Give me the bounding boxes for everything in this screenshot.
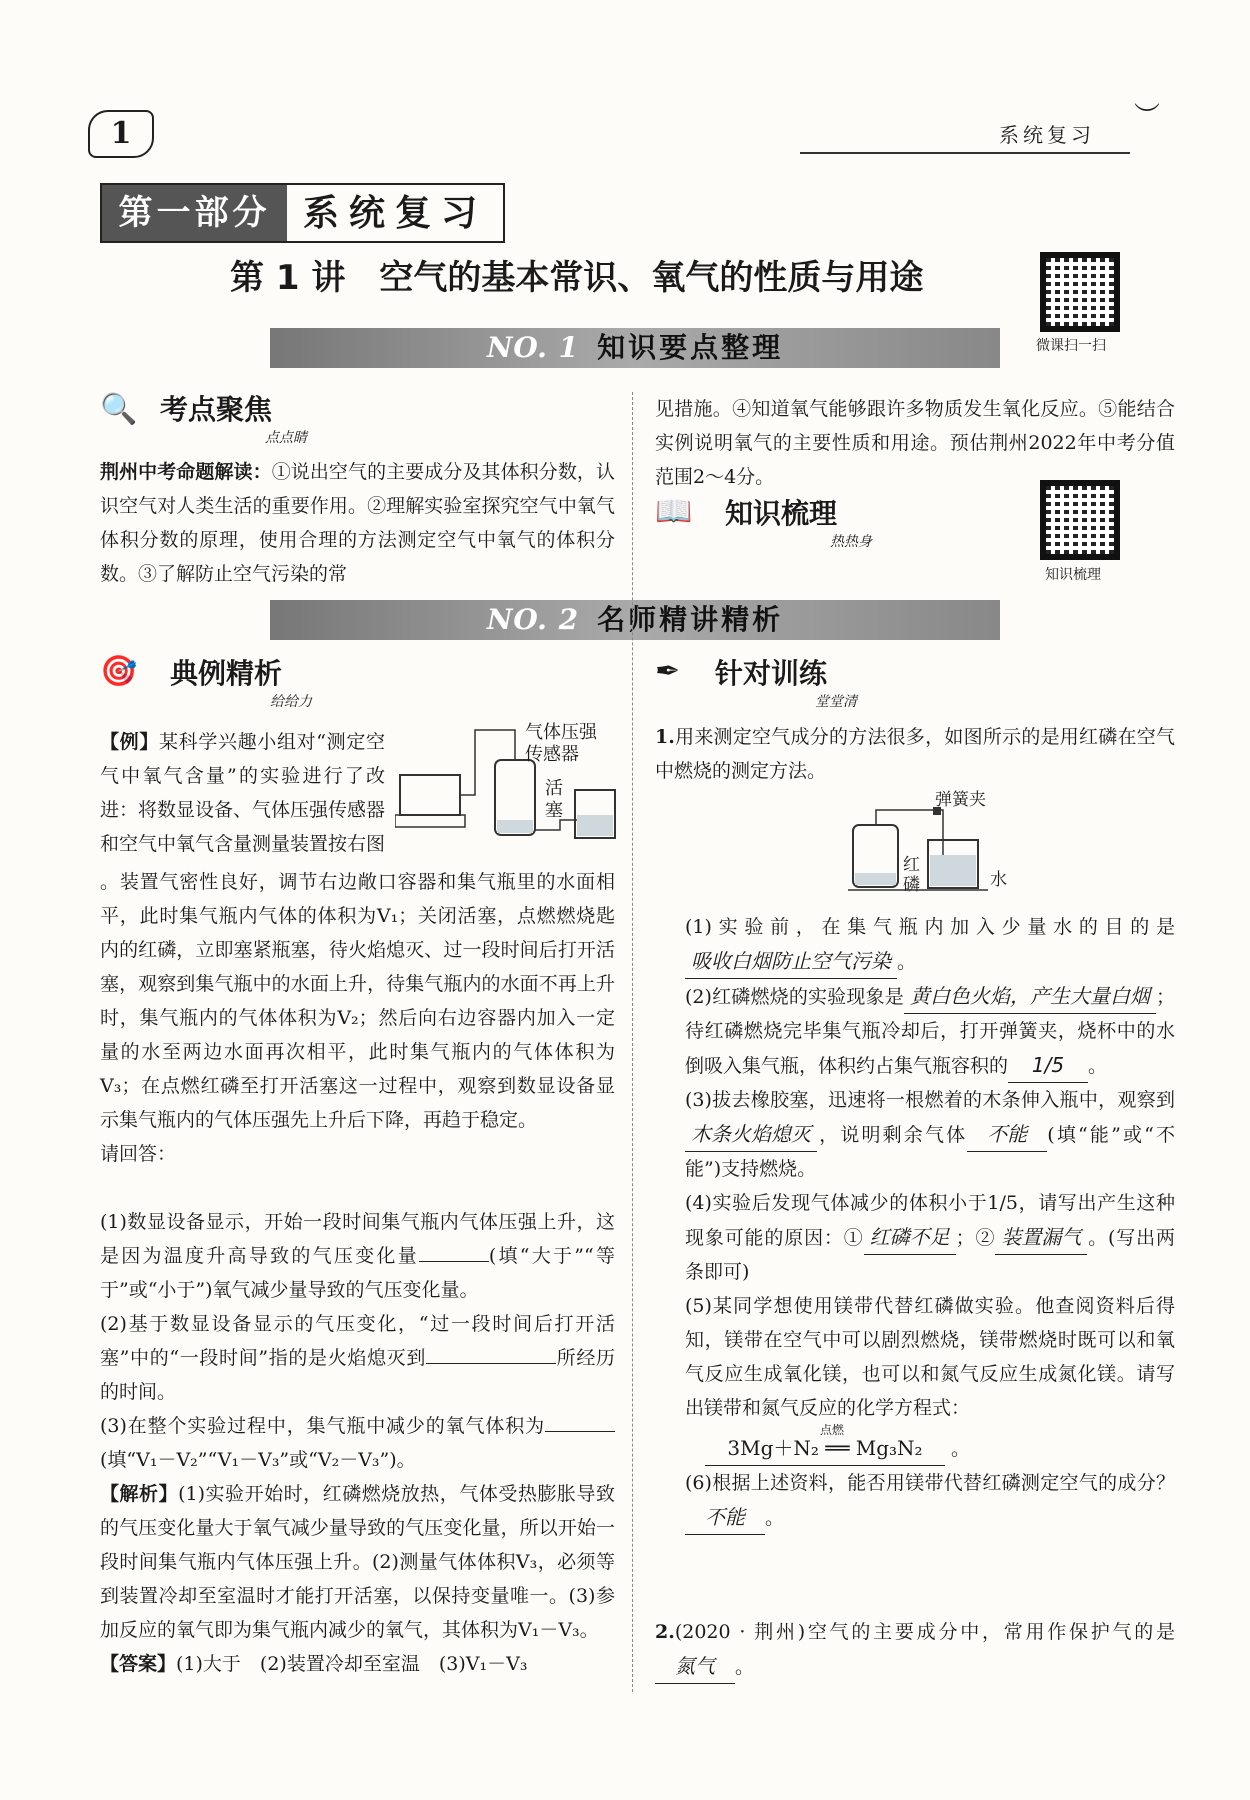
section-bar-1	[270, 328, 1000, 368]
question-text: (1)数显设备显示，开始一段时间集气瓶内气体压强上升，这是因为温度升高导致的气压变化量	[100, 1211, 615, 1267]
part-title: 系统复习	[302, 192, 487, 234]
handwritten-answer: 氮气	[655, 1649, 735, 1684]
question-text: (2)红磷燃烧的实验现象是	[685, 986, 904, 1008]
section-bar-2	[270, 600, 1000, 640]
question-text: (填“V₁－V₂”“V₁－V₃”或“V₂－V₃”)。	[100, 1449, 416, 1471]
question-text: (1)实验前，在集气瓶内加入少量水的目的是	[685, 916, 1175, 938]
container-water	[577, 815, 613, 836]
sensor-wire	[460, 730, 515, 795]
red-phosphorus-figure	[848, 795, 1008, 895]
question-text: (填“大于”“等于”或“小于”)氧气减少量导致的气压变化量。	[100, 1245, 615, 1301]
figure-label-valve	[545, 778, 563, 822]
exam-reading	[100, 455, 615, 591]
section-title: 名师精讲精析	[597, 603, 784, 636]
figure-label-clip: 弹簧夹	[935, 790, 986, 810]
kaodian-title: 考点聚焦	[160, 393, 273, 426]
figure-label-water: 水	[990, 870, 1007, 890]
bottle-water	[855, 873, 896, 885]
zhendui-heading	[655, 655, 915, 711]
answer-blank	[545, 1412, 615, 1432]
training-q1-subs	[685, 910, 1175, 1535]
training-s1: (1)实验前，在集气瓶内加入少量水的目的是吸收白烟防止空气污染 。	[685, 910, 1175, 979]
qr-code-icon[interactable]	[1040, 252, 1120, 332]
handwritten-answer: 不能	[685, 1500, 765, 1535]
training-equation: 3Mg＋N₂ ══ Mg₃N₂ 点燃 。	[685, 1431, 1175, 1466]
figure-label: 活	[545, 778, 563, 799]
handwritten-answer: 1/5	[1008, 1048, 1088, 1083]
question-number: 2.	[655, 1621, 675, 1643]
figure-label-sensor	[525, 722, 625, 766]
kaodian-heading	[100, 393, 340, 453]
training-q1-intro	[655, 720, 1175, 788]
column-divider	[632, 392, 633, 1692]
figure-label: 气体压强	[525, 722, 597, 743]
book-icon: 📖	[655, 494, 693, 529]
question-text: (5)某同学想使用镁带代替红磷做实验。他查阅资料后得知，镁带在空气中可以剧烈燃烧，镁带燃烧时既可以和氧气反应生成氧化镁，也可以和氮气反应生成氮化镁。请写出镁带和氮气反应的化学方程式：	[685, 1295, 1175, 1419]
running-head: 系统复习	[999, 123, 1095, 147]
example-text-top	[100, 725, 385, 865]
handwritten-answer: 吸收白烟防止空气污染	[685, 944, 897, 979]
training-s3	[685, 1083, 1175, 1186]
answer-blank	[426, 1344, 556, 1364]
training-q2: 2.(2020 · 荆州)空气的主要成分中，常用作保护气的是氮气 。	[655, 1615, 1175, 1684]
qr-caption: 微课扫一扫	[1036, 338, 1106, 354]
figure-label: 塞	[545, 800, 563, 821]
example-questions	[100, 1205, 615, 1681]
part-label: 第一部分	[102, 185, 287, 241]
example-answer	[100, 1647, 615, 1681]
section-number: NO. 1	[486, 331, 580, 364]
figure-label-phosphorus: 红磷	[903, 855, 920, 895]
example-analysis	[100, 1477, 615, 1647]
example-q3	[100, 1409, 615, 1477]
lesson-title: 第 1 讲 空气的基本常识、氧气的性质与用途	[230, 258, 924, 298]
zhishi-title: 知识梳理	[725, 497, 838, 530]
section-number: NO. 2	[486, 603, 580, 636]
beaker-water	[930, 855, 976, 886]
handwritten-answer: 木条火焰熄灭	[685, 1117, 817, 1152]
bottle-water	[497, 820, 533, 833]
dianli-tag: 给给力	[270, 694, 312, 710]
question-text: (6)根据上述资料，能否用镁带代替红磷测定空气的成分？	[685, 1472, 1175, 1494]
kaodian-tag: 点点睛	[265, 430, 307, 446]
exam-reading-continued: 见措施。④知道氧气能够跟许多物质发生氧化反应。⑤能结合实例说明氧气的主要性质和用途。预估荆州2022年中考分值范围2～4分。	[655, 398, 1175, 488]
question-text: ；待红磷燃烧完毕集气瓶冷却后，打开弹簧夹，烧杯中的水倒吸入集气瓶，体积约占集气瓶容积的	[685, 986, 1175, 1077]
training-s2: (2)红磷燃烧的实验现象是 黄白色火焰，产生大量白烟 ；待红磷燃烧完毕集气瓶冷却后，打开弹簧夹，烧杯中的水倒吸入集气瓶，体积约占集气瓶容积的 1/5 。	[685, 979, 1175, 1083]
question-text: (2020 · 荆州)空气的主要成分中，常用作保护气的是	[674, 1621, 1175, 1643]
exam-reading-text: ①说出空气的主要成分及其体积分数，认识空气对人类生活的重要作用。②理解实验室探究空气中氧气体积分数的原理，使用合理的方法测定空气中氧气的体积分数。③了解防止空气污染的常	[100, 461, 615, 585]
zhendui-title: 针对训练	[715, 657, 828, 690]
handwritten-answer: 装置漏气	[995, 1220, 1087, 1255]
bird-icon: ︶	[1133, 102, 1160, 132]
dianli-heading	[100, 655, 360, 711]
reaction-condition: 点燃	[820, 1423, 845, 1437]
exam-reading-label: 荆州中考命题解读：	[100, 461, 272, 483]
question-text: (2)基于数显设备显示的气压变化，“过一段时间后打开活塞”中的“一段时间”指的是火焰熄灭到	[100, 1313, 615, 1369]
answer-text: (1)大于 (2)装置冷却至室温 (3)V₁－V₃	[176, 1653, 528, 1675]
training-s4: (4)实验后发现气体减少的体积小于1/5，请写出产生这种现象可能的原因：① 红磷不足 ；② 装置漏气 。(写出两条即可)	[685, 1192, 1175, 1283]
section-title: 知识要点整理	[597, 331, 784, 364]
example-prompt: 请回答：	[100, 1143, 177, 1165]
zhendui-tag: 堂堂清	[815, 694, 857, 710]
example-q1	[100, 1205, 615, 1307]
magnifier-icon: 🔍	[100, 392, 138, 427]
question-number: 1.	[655, 726, 675, 748]
example-label: 【例】	[100, 731, 159, 753]
qr-caption: 知识梳理	[1045, 567, 1101, 583]
example-text-rest: 。装置气密性良好，调节右边敞口容器和集气瓶里的水面相平，此时集气瓶内气体的体积为V₁；关闭活塞，点燃燃烧匙内的红磷，立即塞紧瓶塞，待火焰熄灭、过一段时间后打开活塞，观察到集气瓶中的水面上升，待集气瓶内的水面不再上升时，集气瓶内的气体体积为V₂；然后向右边容器内加入一定量的水至两边水面再次相平，此时集气瓶内的气体体积为V₃；在点燃红磷至打开活塞这一过程中，观察到数显设备显示集气瓶内的气体压强先上升后下降，再趋于稳定。	[100, 871, 615, 1131]
target-icon: 🎯	[100, 654, 138, 689]
handwritten-answer: 黄白色火焰，产生大量白烟	[904, 979, 1156, 1014]
dianli-title: 典例精析	[170, 657, 283, 690]
device-keyboard	[395, 815, 465, 827]
answer-blank	[419, 1242, 489, 1262]
display-device	[400, 775, 460, 815]
part-banner	[100, 183, 505, 243]
example-q2	[100, 1307, 615, 1409]
question-text: (填“能”或“不能”)支持燃烧。	[685, 1124, 1175, 1180]
zhishi-heading	[655, 495, 915, 555]
question-text: 所经历的时间。	[100, 1347, 615, 1403]
handwritten-answer: 不能	[967, 1117, 1047, 1152]
pen-icon: ✒	[655, 654, 681, 689]
question-text: 。(写出两条即可)	[685, 1227, 1175, 1283]
answer-label: 【答案】	[100, 1653, 177, 1675]
question-text: (4)实验后发现气体减少的体积小于1/5，请写出产生这种现象可能的原因：①	[685, 1192, 1175, 1249]
qr-code-icon[interactable]	[1040, 480, 1120, 560]
example-body	[100, 865, 615, 1171]
page-number: 1	[88, 110, 154, 158]
question-text: 用来测定空气成分的方法很多，如图所示的是用红磷在空气中燃烧的测定方法。	[655, 726, 1175, 782]
question-text: ，说明剩余气体	[817, 1124, 968, 1146]
analysis-text: (1)实验开始时，红磷燃烧放热，气体受热膨胀导致的气压变化量大于氧气减少量导致的气压变化量，所以开始一段时间集气瓶内气体压强上升。(2)测量气体体积V₃，必须等到装置冷却至室温时才能打开活塞，以保持变量唯一。(3)参加反应的氧气即为集气瓶内减少的氧气，其体积为V₁－V₃。	[100, 1483, 615, 1641]
chemical-equation: 3Mg＋N₂ ══ Mg₃N₂	[705, 1431, 945, 1466]
training-s5	[685, 1289, 1175, 1425]
example-text: 某科学兴趣小组对“测定空气中氧气含量”的实验进行了改进：将数显设备、气体压强传感器和空气中氧气含量测量装置按右图	[100, 731, 385, 855]
zhishi-tag: 热热身	[830, 534, 872, 550]
figure-label: 传感器	[525, 744, 579, 765]
header-rule	[800, 152, 1130, 154]
question-text: (3)在整个实验过程中，集气瓶中减少的氧气体积为	[100, 1415, 545, 1437]
handwritten-answer: 红磷不足	[864, 1220, 956, 1255]
question-text: (3)拔去橡胶塞，迅速将一根燃着的木条伸入瓶中，观察到	[685, 1089, 1175, 1111]
analysis-label: 【解析】	[100, 1483, 179, 1505]
training-s6: (6)根据上述资料，能否用镁带代替红磷测定空气的成分？不能 。	[685, 1466, 1175, 1535]
